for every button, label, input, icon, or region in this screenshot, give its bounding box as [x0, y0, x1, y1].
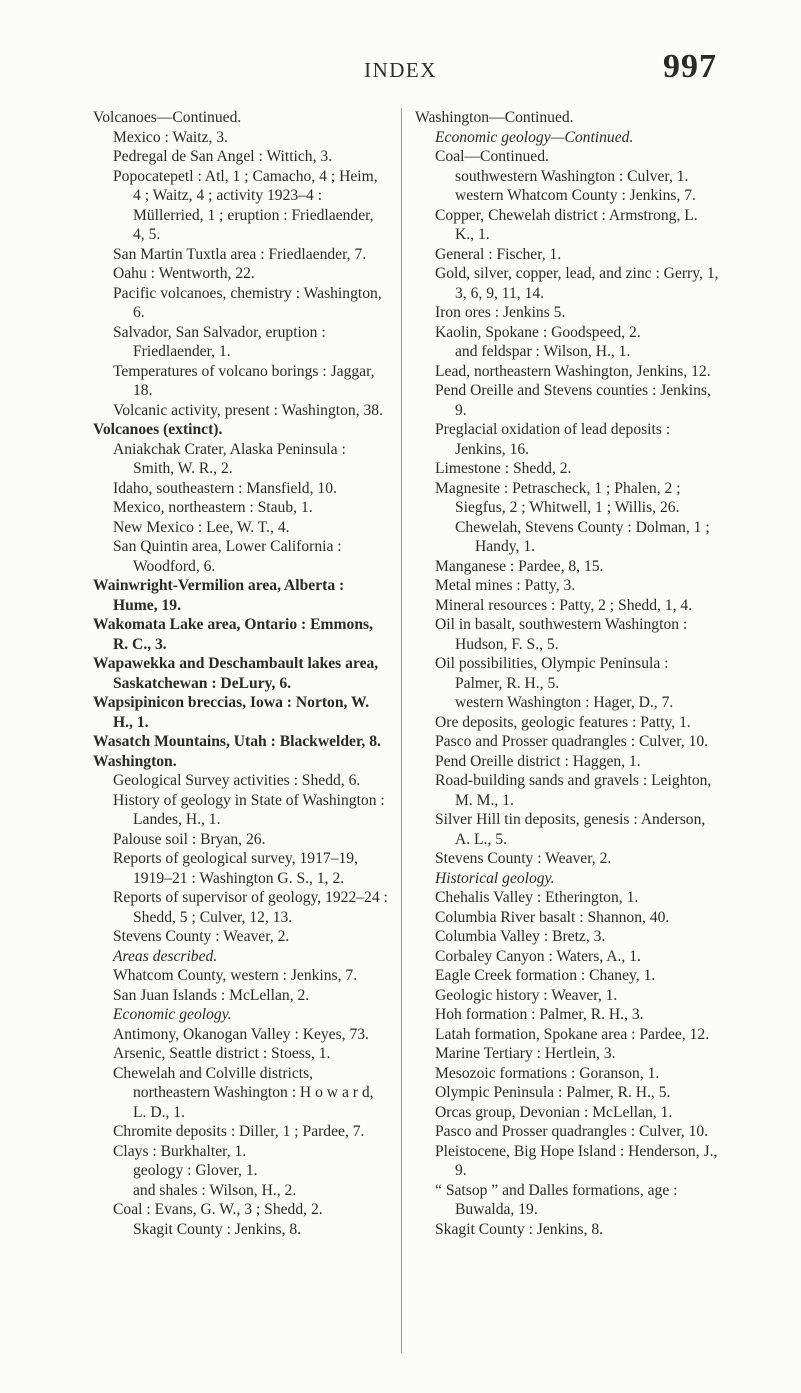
index-entry: Areas described.: [113, 947, 218, 965]
index-entry: Columbia Valley : Bretz, 3.: [435, 928, 606, 945]
index-entry: Economic geology.: [113, 1006, 232, 1023]
index-entry: Historical geology.: [435, 869, 555, 887]
index-entry: Reports of geological survey, 1917–19, 1919–21 : Washington G. S., 1, 2.: [113, 850, 358, 887]
index-entry: Arsenic, Seattle district : Stoess, 1.: [113, 1045, 331, 1062]
index-entry: Idaho, southeastern : Mansfield, 10.: [113, 479, 337, 497]
running-head: INDEX: [364, 58, 437, 82]
index-entry: Ore deposits, geologic features : Patty, 1.: [435, 713, 691, 731]
index-entry: and feldspar : Wilson, H., 1.: [455, 343, 631, 360]
index-entry: Road-building sands and gravels : Leighton, M. M., 1.: [435, 772, 712, 809]
index-entry: western Whatcom County : Jenkins, 7.: [455, 187, 696, 204]
index-heading: Wakomata Lake area, Ontario : Emmons, R. C., 3.: [93, 616, 373, 653]
index-entry: Silver Hill tin deposits, genesis : Anderson, A. L., 5.: [435, 811, 706, 848]
index-entry: San Juan Islands : McLellan, 2.: [113, 986, 310, 1004]
index-entry: Skagit County : Jenkins, 8.: [133, 1220, 302, 1238]
index-entry: and shales : Wilson, H., 2.: [133, 1181, 297, 1199]
index-entry: Chewelah and Colville districts, northeastern Washington : H o w a r d, L. D., 1.: [113, 1064, 374, 1121]
index-entry: General : Fischer, 1.: [435, 245, 562, 263]
index-entry: Clays : Burkhalter, 1.: [113, 1142, 247, 1160]
index-entry: Latah formation, Spokane area : Pardee, 12.: [435, 1025, 710, 1043]
index-heading: Volcanoes—Continued.: [93, 109, 242, 126]
index-entry: Magnesite : Petrascheck, 1 ; Phalen, 2 ; Siegfus, 2 ; Whitwell, 1 ; Willis, 26.: [435, 479, 681, 516]
index-entry: Preglacial oxidation of lead deposits : Jenkins, 16.: [435, 421, 671, 458]
index-entry: Temperatures of volcano borings : Jaggar, 18.: [113, 362, 375, 399]
index-heading: Washington—Continued.: [415, 109, 574, 126]
index-entry: Copper, Chewelah district : Armstrong, L. K., 1.: [435, 206, 698, 243]
index-entry: Salvador, San Salvador, eruption : Friedlaender, 1.: [113, 323, 326, 360]
index-entry: Mineral resources : Patty, 2 ; Shedd, 1, 4.: [435, 596, 693, 614]
index-entry: Oahu : Wentworth, 22.: [113, 265, 255, 282]
page-header: [0, 40, 801, 90]
index-entry: Oil possibilities, Olympic Peninsula : Palmer, R. H., 5.: [435, 655, 669, 692]
index-entry: Mexico : Waitz, 3.: [113, 128, 228, 146]
index-entry: Coal : Evans, G. W., 3 ; Shedd, 2.: [113, 1201, 323, 1218]
index-entry: San Quintin area, Lower California : Woodford, 6.: [113, 538, 342, 575]
index-entry: San Martin Tuxtla area : Friedlaender, 7.: [113, 245, 367, 263]
index-entry: Geological Survey activities : Shedd, 6.: [113, 772, 361, 789]
index-entry: Stevens County : Weaver, 2.: [435, 850, 612, 867]
index-entry: Lead, northeastern Washington, Jenkins, 12.: [435, 362, 711, 380]
index-entry: Mesozoic formations : Goranson, 1.: [435, 1064, 660, 1082]
index-entry: Iron ores : Jenkins 5.: [435, 304, 566, 321]
index-entry: Palouse soil : Bryan, 26.: [113, 830, 266, 848]
index-entry: Pasco and Prosser quadrangles : Culver, 10.: [435, 1123, 709, 1140]
index-entry: Economic geology—Continued.: [435, 128, 634, 146]
index-heading: Volcanoes (extinct).: [93, 421, 223, 438]
index-entry: Chehalis Valley : Etherington, 1.: [435, 889, 639, 906]
index-entry: Metal mines : Patty, 3.: [435, 577, 576, 594]
index-heading: Wapsipinicon breccias, Iowa : Norton, W. H., 1.: [93, 694, 370, 731]
index-entry: Volcanic activity, present : Washington, 38.: [113, 401, 383, 419]
index-entry: Skagit County : Jenkins, 8.: [435, 1220, 604, 1238]
column-divider: [401, 108, 402, 1353]
index-entry: Pleistocene, Big Hope Island : Henderson, J., 9.: [435, 1142, 718, 1179]
index-entry: Columbia River basalt : Shannon, 40.: [435, 908, 670, 926]
page-number: 997: [663, 48, 717, 85]
index-entry: geology : Glover, 1.: [133, 1162, 258, 1179]
index-entry: Gold, silver, copper, lead, and zinc : Gerry, 1, 3, 6, 9, 11, 14.: [435, 265, 719, 302]
index-entry: Aniakchak Crater, Alaska Peninsula : Smith, W. R., 2.: [113, 440, 346, 477]
index-entry: southwestern Washington : Culver, 1.: [455, 167, 689, 185]
index-column-left: [93, 108, 389, 1239]
index-heading: Wasatch Mountains, Utah : Blackwelder, 8.: [93, 733, 381, 750]
index-entry: Chromite deposits : Diller, 1 ; Pardee, 7.: [113, 1123, 365, 1140]
index-entry: Pacific volcanoes, chemistry : Washington, 6.: [113, 284, 382, 321]
index-entry: Antimony, Okanogan Valley : Keyes, 73.: [113, 1025, 369, 1043]
index-entry: Coal—Continued.: [435, 148, 549, 165]
index-entry: Kaolin, Spokane : Goodspeed, 2.: [435, 323, 641, 341]
index-entry: Manganese : Pardee, 8, 15.: [435, 557, 604, 575]
index-entry: western Washington : Hager, D., 7.: [455, 694, 674, 711]
index-entry: Limestone : Shedd, 2.: [435, 460, 572, 477]
index-entry: Mexico, northeastern : Staub, 1.: [113, 499, 313, 516]
index-entry: Marine Tertiary : Hertlein, 3.: [435, 1045, 616, 1062]
index-entry: Olympic Peninsula : Palmer, R. H., 5.: [435, 1084, 671, 1101]
index-entry: Pend Oreille and Stevens counties : Jenkins, 9.: [435, 382, 711, 419]
index-entry: Pend Oreille district : Haggen, 1.: [435, 752, 641, 770]
index-entry: Orcas group, Devonian : McLellan, 1.: [435, 1103, 673, 1121]
index-entry: “ Satsop ” and Dalles formations, age : Buwalda, 19.: [435, 1181, 678, 1218]
index-entry: Pedregal de San Angel : Wittich, 3.: [113, 148, 333, 165]
index-heading: Washington.: [93, 752, 177, 770]
index-entry: Eagle Creek formation : Chaney, 1.: [435, 967, 656, 984]
index-entry: Hoh formation : Palmer, R. H., 3.: [435, 1006, 644, 1023]
index-entry: Geologic history : Weaver, 1.: [435, 986, 618, 1004]
index-entry: Stevens County : Weaver, 2.: [113, 928, 290, 945]
index-entry: Chewelah, Stevens County : Dolman, 1 ; Handy, 1.: [455, 518, 710, 555]
index-heading: Wapawekka and Deschambault lakes area, Saskatchewan : DeLury, 6.: [93, 655, 379, 692]
index-column-right: [415, 108, 719, 1239]
index-heading: Wainwright-Vermilion area, Alberta : Hume, 19.: [93, 577, 345, 614]
index-entry: Reports of supervisor of geology, 1922–24 : Shedd, 5 ; Culver, 12, 13.: [113, 889, 388, 926]
index-entry: Corbaley Canyon : Waters, A., 1.: [435, 947, 641, 965]
index-entry: Popocatepetl : Atl, 1 ; Camacho, 4 ; Heim, 4 ; Waitz, 4 ; activity 1923–4 : Müllerried, 1 ; eruption : Friedlaender, 4, 5.: [113, 167, 378, 243]
index-entry: History of geology in State of Washington : Landes, H., 1.: [113, 791, 385, 828]
index-entry: New Mexico : Lee, W. T., 4.: [113, 518, 290, 536]
index-entry: Oil in basalt, southwestern Washington : Hudson, F. S., 5.: [435, 616, 688, 653]
index-entry: Pasco and Prosser quadrangles : Culver, 10.: [435, 733, 709, 750]
index-entry: Whatcom County, western : Jenkins, 7.: [113, 967, 358, 984]
